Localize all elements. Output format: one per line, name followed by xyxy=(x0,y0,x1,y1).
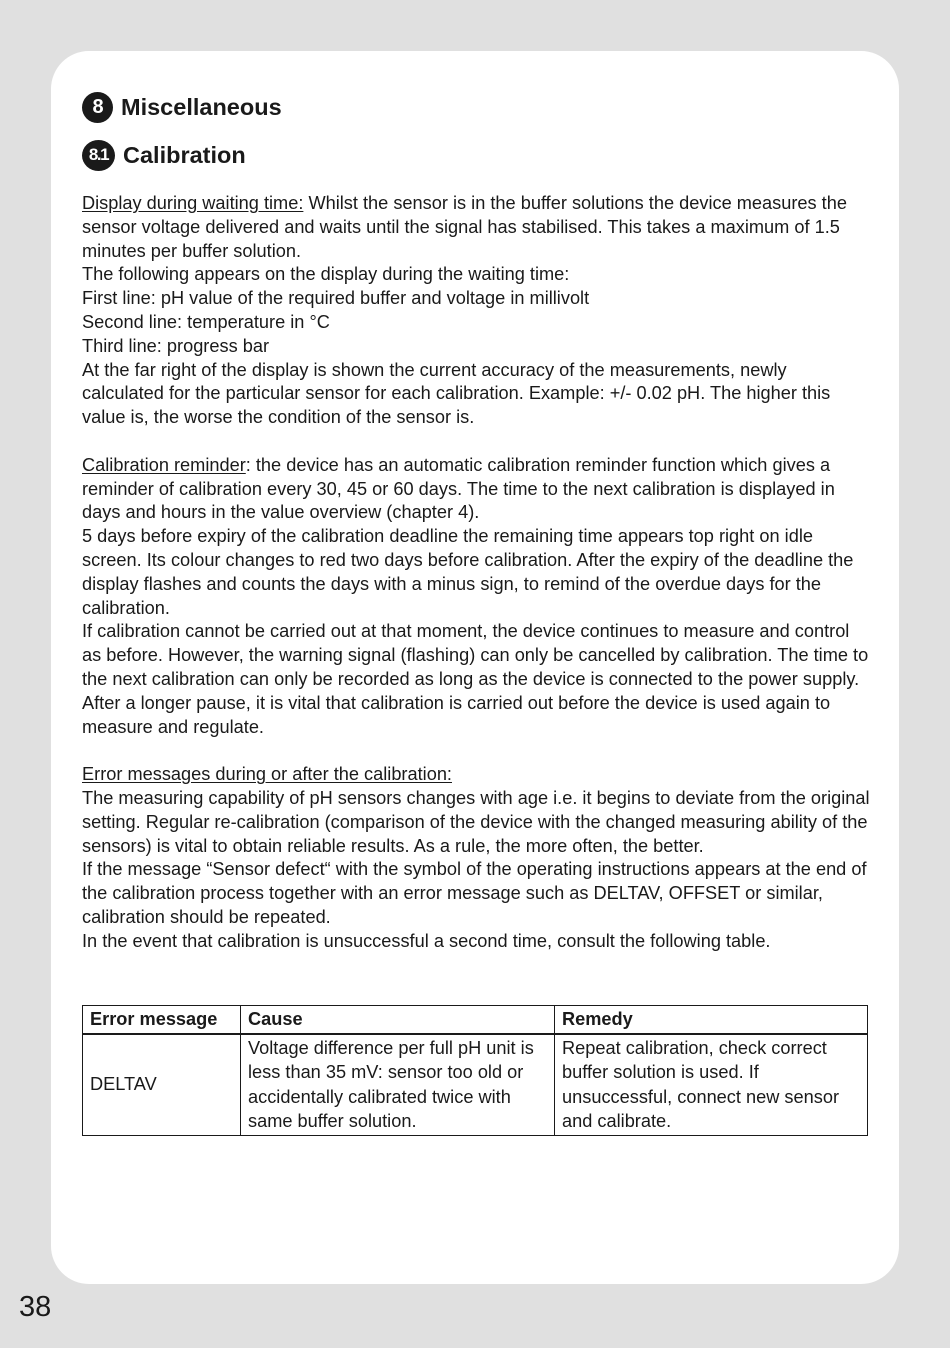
header-remedy: Remedy xyxy=(555,1005,868,1034)
header-cause: Cause xyxy=(241,1005,555,1034)
subsection-title: Calibration xyxy=(123,141,246,168)
subsection-heading xyxy=(82,137,872,173)
waiting-line-6: At the far right of the display is shown the current accuracy of the measurements, newly calculated for the particular sensor for each calibration. Example: +/- 0.02 pH. The higher this value is, the worse the condition of the sensor is. xyxy=(82,359,831,428)
waiting-line-4: Second line: temperature in °C xyxy=(82,311,330,332)
page-card xyxy=(51,51,899,1284)
page-content xyxy=(82,89,872,1136)
cell-error-message: DELTAV xyxy=(83,1034,241,1136)
waiting-label: Display during waiting time: xyxy=(82,193,304,213)
section-title: Miscellaneous xyxy=(121,93,282,120)
waiting-line-5: Third line: progress bar xyxy=(82,335,270,356)
errors-line-3: In the event that calibration is unsuccessful a second time, consult the following table. xyxy=(82,930,771,951)
waiting-paragraph xyxy=(82,192,872,263)
reminder-line-2: 5 days before expiry of the calibration deadline the remaining time appears top right on idle screen. Its colour changes to red two days before calibration. After the expiry of the deadline the display flashes and counts the days with a minus sign, to remind of the overdue days for the calibration. xyxy=(82,526,854,618)
errors-line-2: If the message “Sensor defect“ with the symbol of the operating instructions appears at the end of the calibration process together with an error message such as DELTAV, OFFSET or similar, calibration should be repeated. xyxy=(82,859,867,927)
errors-label-line xyxy=(82,763,872,787)
reminder-line-3: If calibration cannot be carried out at that moment, the device continues to measure and control as before. However, the warning signal (flashing) can only be cancelled by calibration. The time to the next calibration can only be recorded as long as the device is connected to the power supply. After a longer pause, it is vital that calibration is carried out before the device is used again to measure and regulate. xyxy=(82,621,869,737)
waiting-text: Whilst the sensor is in the buffer solutions the device measures the sensor voltage delivered and waits until the signal has stabilised. This takes a maximum of 1.5 minutes per buffer solution. xyxy=(82,193,847,261)
reminder-text: : the device has an automatic calibration reminder function which gives a reminder of calibration every 30, 45 or 60 days. The time to the next calibration is displayed in days and hours in the value overview (chapter 4). xyxy=(82,454,835,523)
section-heading xyxy=(82,89,872,125)
cell-cause: Voltage difference per full pH unit is less than 35 mV: sensor too old or accidentally calibrated twice with same buffer solution. xyxy=(241,1034,555,1136)
body-text xyxy=(82,192,872,954)
waiting-line-3: First line: pH value of the required buffer and voltage in millivolt xyxy=(82,288,590,309)
table-row xyxy=(83,1034,868,1136)
cell-remedy: Repeat calibration, check correct buffer solution is used. If unsuccessful, connect new sensor and calibrate. xyxy=(555,1034,868,1136)
reminder-label: Calibration reminder xyxy=(82,454,246,475)
error-table-header xyxy=(83,1005,868,1034)
subsection-number-badge: 8.1 xyxy=(82,140,115,171)
section-number-badge: 8 xyxy=(82,92,113,123)
page-number: 38 xyxy=(19,1291,52,1323)
errors-line-1: The measuring capability of pH sensors changes with age i.e. it begins to deviate from the original setting. Regular re-calibration (comparison of the device with the changed measuring ability of the sensors) is vital to obtain reliable results. As a rule, the more often, the better. xyxy=(82,787,870,856)
error-table xyxy=(82,1005,868,1136)
header-error-message: Error message xyxy=(83,1005,241,1034)
errors-label: Error messages during or after the calibration: xyxy=(82,764,452,785)
reminder-paragraph xyxy=(82,454,872,525)
waiting-line-2: The following appears on the display during the waiting time: xyxy=(82,264,570,285)
